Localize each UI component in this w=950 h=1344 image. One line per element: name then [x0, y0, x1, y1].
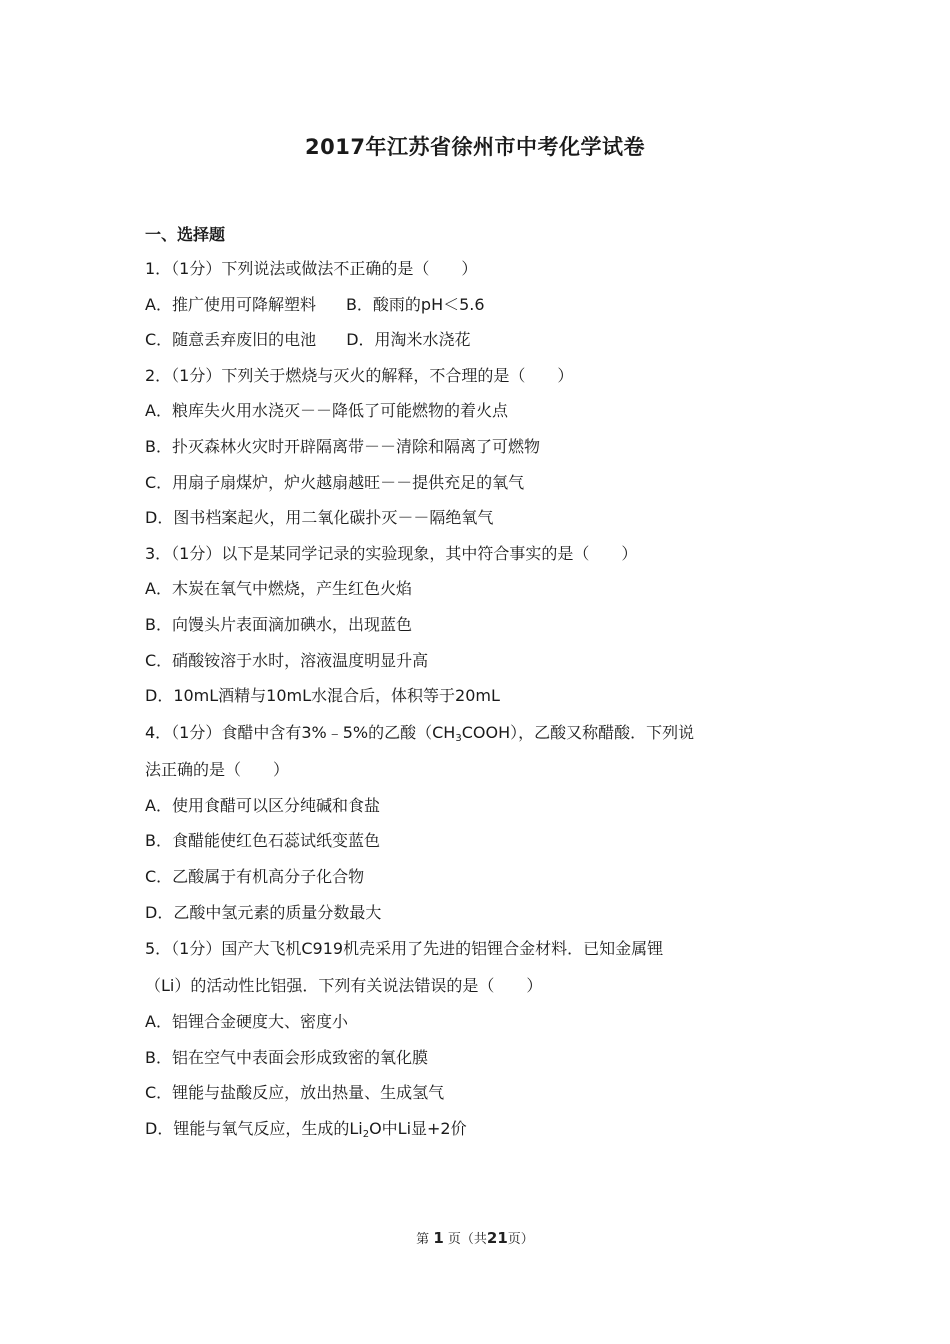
q5-option-d-part2: O中Li显+2价 — [369, 1118, 467, 1138]
q1-option-c: C．随意丢弃废旧的电池 — [145, 330, 317, 350]
q3-option-d: D．10mL酒精与10mL水混合后，体积等于20mL — [145, 686, 500, 706]
q4-option-b: B．食醋能使红色石蕊试纸变蓝色 — [145, 831, 380, 851]
q1-option-b: B．酸雨的pH＜5.6 — [345, 294, 485, 314]
q5-stem: 5．（1分）国产大飞机C919机壳采用了先进的铝锂合金材料．已知金属锂 — [145, 939, 664, 959]
footer-total-pages: 21 — [486, 1229, 508, 1247]
q4-option-a: A．使用食醋可以区分纯碱和食盐 — [145, 795, 380, 815]
q3-option-b: B．向馒头片表面滴加碘水，出现蓝色 — [145, 614, 412, 634]
q3-option-a: A．木炭在氧气中燃烧，产生红色火焰 — [145, 579, 412, 599]
q4-stem-part2: COOH），乙酸又称醋酸．下列说 — [461, 722, 695, 742]
q1-options-ab — [145, 287, 815, 323]
q5-option-b: B．铝在空气中表面会形成致密的氧化膜 — [145, 1047, 428, 1067]
q5-option-d — [145, 1111, 815, 1147]
q4-option-d: D．乙酸中氢元素的质量分数最大 — [145, 902, 382, 922]
footer-suffix: 页） — [507, 1232, 534, 1247]
q4-stem-subscript: 3 — [455, 732, 462, 744]
q4-stem-line2: 法正确的是（ ） — [145, 759, 290, 779]
q3-stem: 3．（1分）以下是某同学记录的实验现象，其中符合事实的是（ ） — [145, 543, 638, 563]
q4-stem-part1: 4．（1分）食醋中含有3%﹣5%的乙酸（CH — [145, 722, 456, 742]
q5-option-c: C．锂能与盐酸反应，放出热量、生成氢气 — [145, 1083, 445, 1103]
question-list — [145, 221, 815, 1146]
q2-option-d: D．图书档案起火，用二氧化碳扑灭－－隔绝氧气 — [145, 508, 494, 528]
footer-middle: 页（共 — [447, 1232, 487, 1247]
q1-option-a: A．推广使用可降解塑料 — [145, 294, 316, 314]
q5-option-d-subscript: 2 — [362, 1128, 370, 1140]
q5-option-d-part1: D．锂能与氧气反应，生成的Li — [145, 1118, 363, 1138]
q5-option-a: A．铝锂合金硬度大、密度小 — [145, 1012, 348, 1032]
q1-options-cd — [145, 322, 815, 358]
q1-option-d: D．用淘米水浇花 — [346, 330, 471, 350]
page-title: 2017年江苏省徐州市中考化学试卷 — [305, 135, 645, 159]
section-title: 一、选择题 — [145, 225, 226, 244]
footer-prefix: 第 — [416, 1232, 430, 1247]
q2-option-b: B．扑灭森林火灾时开辟隔离带－－清除和隔离了可燃物 — [145, 436, 540, 456]
q4-stem — [145, 714, 815, 752]
q2-option-c: C．用扇子扇煤炉，炉火越扇越旺－－提供充足的氧气 — [145, 472, 525, 492]
q2-option-a: A．粮库失火用水浇灭－－降低了可能燃物的着火点 — [145, 401, 508, 421]
q2-stem: 2．（1分）下列关于燃烧与灭火的解释，不合理的是（ ） — [145, 365, 574, 385]
q5-stem-line2: （Li）的活动性比铝强．下列有关说法错误的是（ ） — [145, 976, 543, 996]
q3-option-c: C．硝酸铵溶于水时，溶液温度明显升高 — [145, 650, 429, 670]
q1-stem: 1．（1分）下列说法或做法不正确的是（ ） — [145, 259, 478, 278]
q4-option-c: C．乙酸属于有机高分子化合物 — [145, 866, 365, 886]
page-footer — [0, 1228, 950, 1247]
footer-page-number: 1 — [433, 1229, 444, 1247]
